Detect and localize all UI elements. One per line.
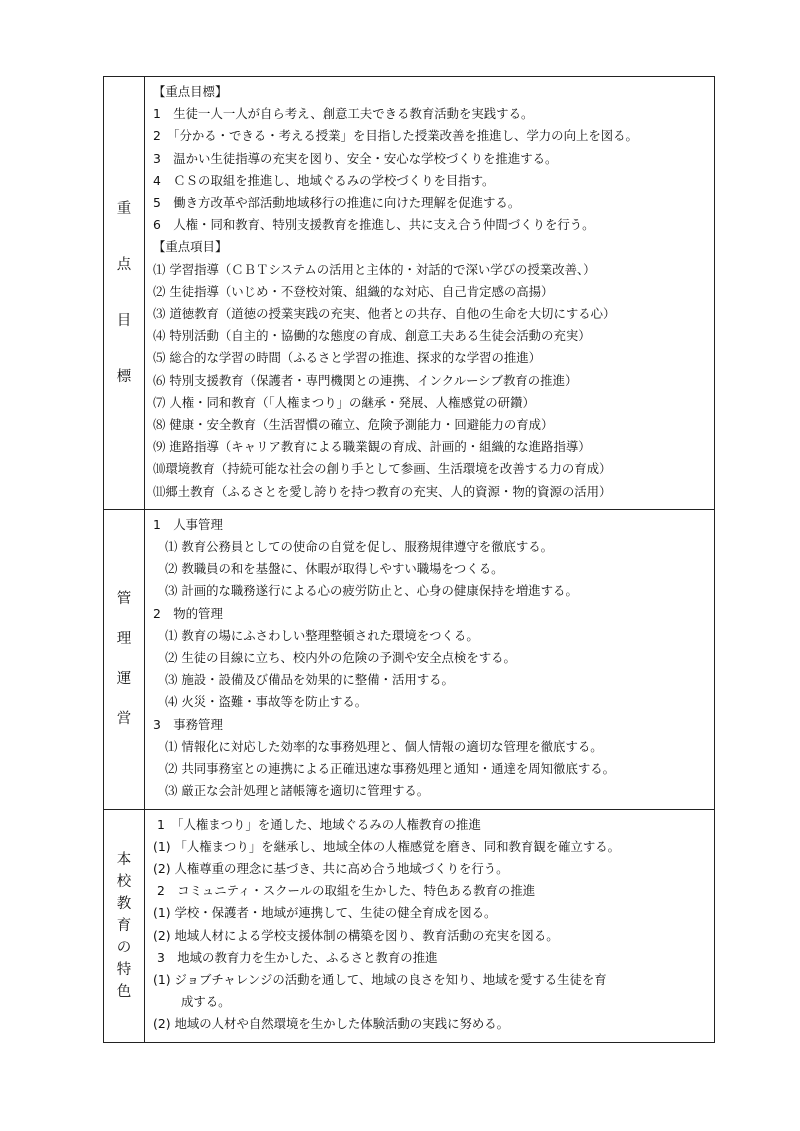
label-char: 理 (116, 631, 132, 648)
goal-item: 5 働き方改革や部活動地域移行の推進に向けた理解を促進する。 (153, 195, 521, 211)
priority-item: ⑼ 進路指導（キャリア教育による職業観の育成、計画的・組織的な進路指導） (153, 439, 591, 455)
section-title: 3 事務管理 (153, 716, 223, 732)
goal-item: 3 温かい生徒指導の充実を図り、安全・安心な学校づくりを推進する。 (153, 150, 558, 166)
label-char: 校 (116, 873, 132, 890)
priority-item: ⑶ 道徳教育（道徳の授業実践の充実、他者との共存、自他の生命を大切にする心） (153, 306, 616, 322)
goal-item: 2 「分かる・できる・考える授業」を目指した授業改善を推進し、学力の向上を図る。 (153, 128, 638, 144)
section-item: ⑵ 共同事務室との連携による正確迅速な事務処理と通知・通達を周知徹底する。 (165, 761, 616, 777)
section-item: ⑴ 教育公務員としての使命の自覚を促し、服務規律遵守を徹底する。 (165, 539, 554, 555)
section-title: 2 コミュニティ・スクールの取組を生かした、特色ある教育の推進 (157, 883, 536, 899)
row-management (104, 509, 715, 809)
label-char: 標 (116, 368, 132, 385)
section-title: 1 人事管理 (153, 516, 223, 532)
section-item: (1) 「人権まつり」を継承し、地域全体の人権感覚を磨き、同和教育観を確立する。 (153, 838, 621, 854)
priority-item: ⑻ 健康・安全教育（生活習慣の確立、危険予測能力・回避能力の育成） (153, 417, 554, 433)
priority-item: ⑸ 総合的な学習の時間（ふるさと学習の推進、探求的な学習の推進） (153, 350, 542, 366)
label-char: 重 (116, 200, 132, 217)
label-char: 本 (116, 851, 132, 868)
label-char: 運 (116, 671, 132, 688)
label-school-features (104, 809, 145, 1042)
section-item: (1) 学校・保護者・地域が連携して、生徒の健全育成を図る。 (153, 905, 497, 921)
label-char: 特 (116, 961, 132, 978)
priority-item: ⑺ 人権・同和教育（「人権まつり」の継承・発展、人権感覚の研鑽） (153, 394, 535, 410)
section-item: ⑴ 教育の場にふさわしい整理整頓された環境をつくる。 (165, 627, 479, 643)
items-heading: 【重点項目】 (153, 239, 228, 255)
priority-item: ⑾郷土教育（ふるさとを愛し誇りを持つ教育の充実、人的資源・物的資源の活用） (153, 483, 612, 499)
section-item: ⑶ 計画的な職務遂行による心の疲労防止と、心身の健康保持を増進する。 (165, 583, 578, 599)
section-item: (2) 地域の人材や自然環境を生かした体験活動の実践に努める。 (153, 1016, 510, 1032)
goal-item: 4 ＣＳの取組を推進し、地域ぐるみの学校づくりを目指す。 (153, 172, 495, 188)
management-content (145, 509, 715, 809)
row-school-features (104, 809, 715, 1042)
section-item: ⑵ 生徒の目線に立ち、校内外の危険の予測や安全点検をする。 (165, 650, 516, 666)
section-item: ⑶ 施設・設備及び備品を効果的に整備・活用する。 (165, 672, 454, 688)
section-title: 1 「人権まつり」を通した、地域ぐるみの人権教育の推進 (157, 816, 481, 832)
goal-item: 1 生徒一人一人が自ら考え、創意工夫できる教育活動を実践する。 (153, 106, 534, 122)
priority-item: ⑽環境教育（持続可能な社会の創り手として参画、生活環境を改善する力の育成） (153, 461, 612, 477)
label-char: 育 (116, 917, 132, 934)
label-priority-goals (104, 77, 145, 510)
goal-item: 6 人権・同和教育、特別支援教育を推進し、共に支え合う仲間づくりを行う。 (153, 217, 595, 233)
goals-heading: 【重点目標】 (153, 84, 228, 99)
label-char: 営 (116, 711, 132, 728)
priority-item: ⑹ 特別支援教育（保護者・専門機関との連携、インクルーシブ教育の推進） (153, 372, 578, 388)
section-item: (2) 人権尊重の理念に基づき、共に高め合う地域づくりを行う。 (153, 860, 509, 876)
section-title: 2 物的管理 (153, 605, 223, 621)
section-item: (1) ジョブチャレンジの活動を通して、地域の良さを知り、地域を愛する生徒を育 (153, 971, 607, 987)
section-title: 3 地域の教育力を生かした、ふるさと教育の推進 (157, 949, 438, 965)
section-item: (2) 地域人材による学校支援体制の構築を図り、教育活動の充実を図る。 (153, 927, 559, 943)
section-item: ⑶ 厳正な会計処理と諸帳簿を適切に管理する。 (165, 783, 430, 799)
school-plan-table (103, 76, 715, 1043)
label-char: の (116, 939, 132, 956)
label-char: 目 (116, 312, 132, 329)
section-item-continued: 成する。 (181, 994, 231, 1010)
label-char: 管 (116, 591, 132, 608)
label-char: 色 (116, 983, 132, 1000)
section-item: ⑴ 情報化に対応した効率的な事務処理と、個人情報の適切な管理を徹底する。 (165, 738, 603, 754)
label-char: 点 (116, 256, 132, 273)
priority-item: ⑴ 学習指導（ＣＢＴシステムの活用と主体的・対話的で深い学びの授業改善、） (153, 261, 596, 277)
label-management (104, 509, 145, 809)
priority-goals-content (145, 77, 715, 510)
priority-item: ⑵ 生徒指導（いじめ・不登校対策、組織的な対応、自己肯定感の高揚） (153, 283, 554, 299)
school-features-content (145, 809, 715, 1042)
label-char: 教 (116, 895, 132, 912)
row-priority-goals (104, 77, 715, 510)
section-item: ⑵ 教職員の和を基盤に、休暇が取得しやすい職場をつくる。 (165, 561, 504, 577)
priority-item: ⑷ 特別活動（自主的・協働的な態度の育成、創意工夫ある生徒会活動の充実） (153, 328, 591, 344)
section-item: ⑷ 火災・盗難・事故等を防止する。 (165, 694, 368, 710)
